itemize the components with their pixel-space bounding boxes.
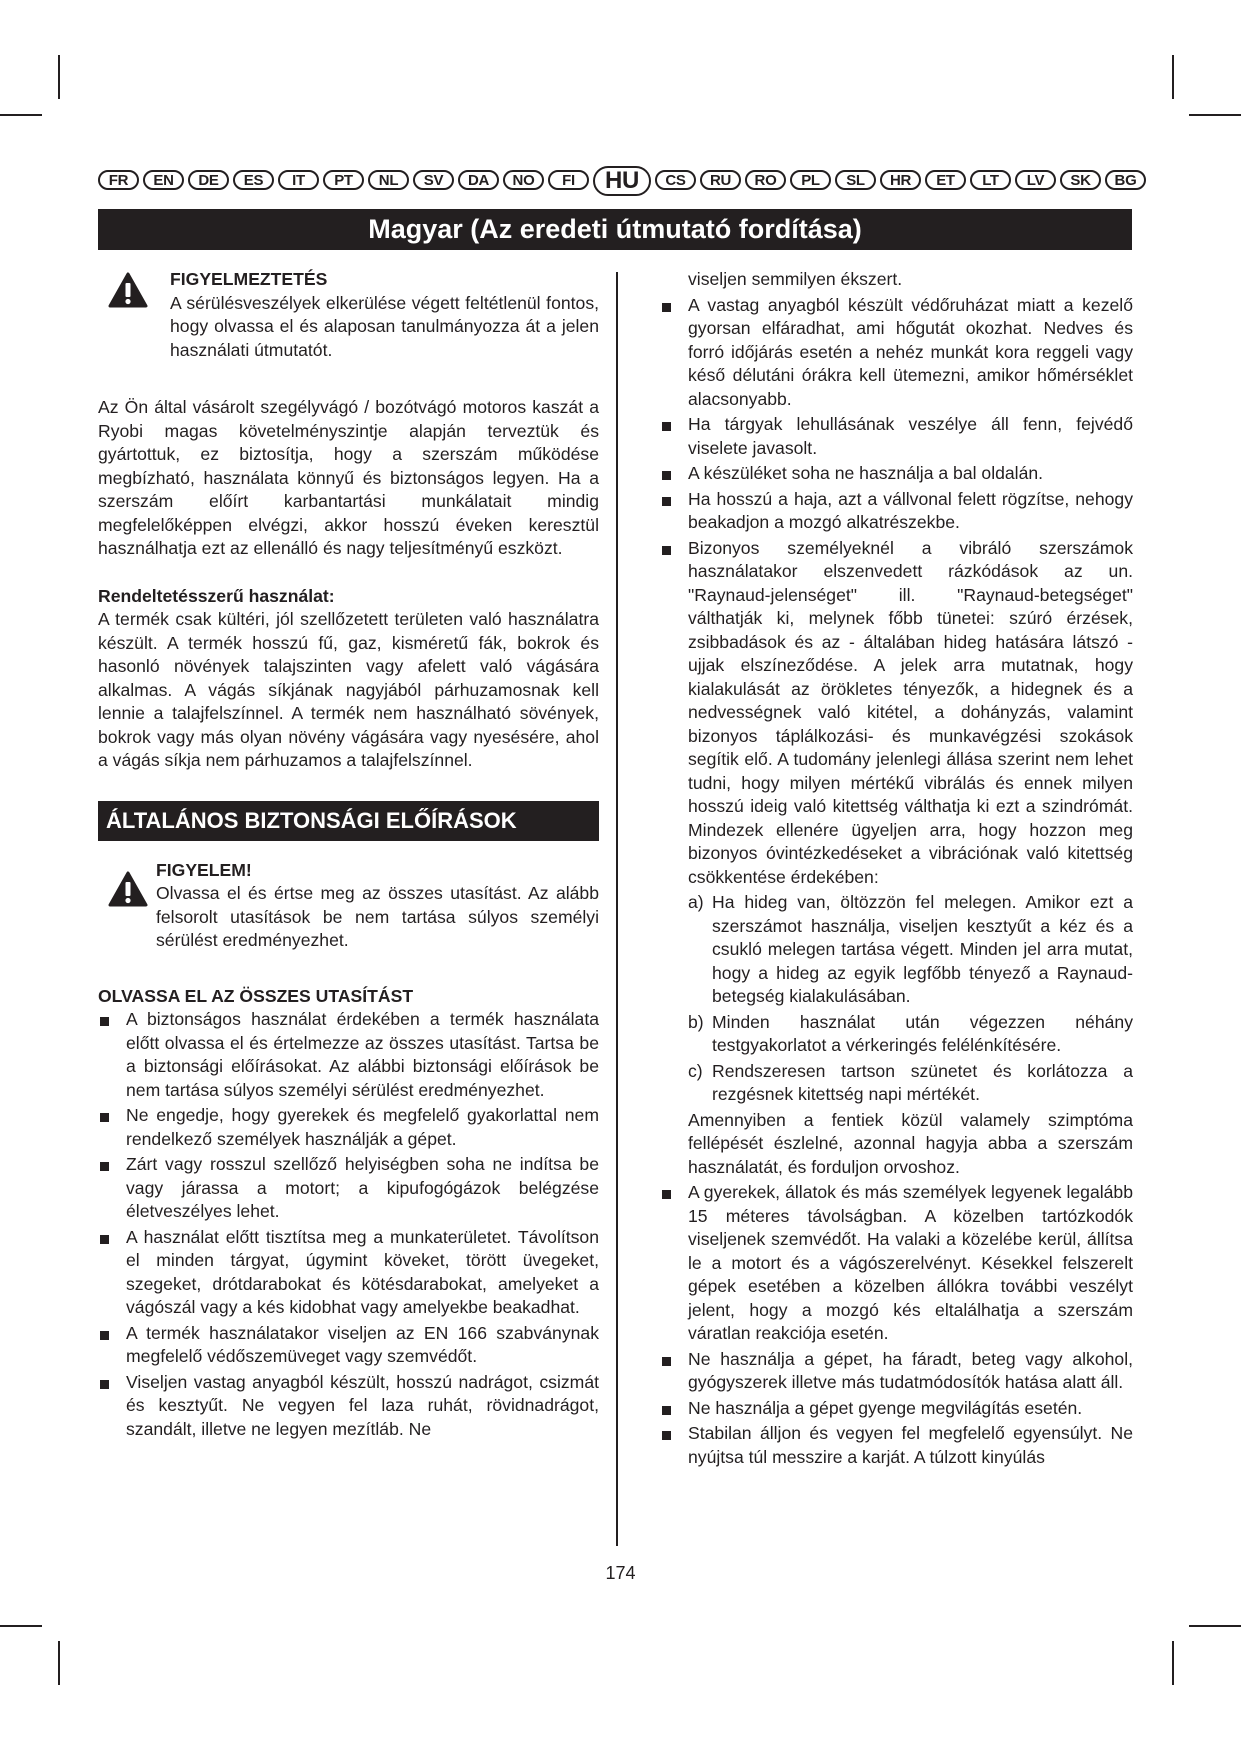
- list-item: Bizonyos személyeknél a vibráló szerszámok használatakor elszenvedett rázkódások az un. "Raynaud-jelenséget" ill. "Raynaud-betegséget" válthatják ki, melynek főbb tünetei: szúró érzések, zsibbadások és az - általában hideg hatására látszó - ujjak elszíneződése. A jelek arra mutatnak, hogy kialakulását az örökletes tényezők, a hidegnek és a nedvességnek való kitétel, a dohányzás, valamint bizonyos táplálkozási- és munkavégzési szokások segítik elő. A tudomány jelenlegi állása szerint nem lehet tudni, hogy milyen mértékű vibrálás és ennek milyen hosszú ideig való kitettség válthatja ki ezt a szindrómát. Mindezek ellenére ügyeljen arra, hogy hozzon meg bizonyos óvintézkedéseket a vibrációnak való kitettség csökkentése érdekében:: [660, 537, 1133, 890]
- warning-block-2: [98, 859, 599, 953]
- language-tab-cs: CS: [655, 170, 696, 190]
- language-tab-bg: BG: [1105, 170, 1146, 190]
- language-tab-et: ET: [925, 170, 966, 190]
- list-item: Ne használja a gépet gyenge megvilágítás esetén.: [660, 1397, 1133, 1421]
- language-tab-lt: LT: [970, 170, 1011, 190]
- read-all-list: [98, 1008, 599, 1441]
- crop-mark: [58, 55, 60, 99]
- language-tab-lv: LV: [1015, 170, 1056, 190]
- left-column: [98, 268, 599, 1443]
- crop-mark: [1189, 1625, 1241, 1627]
- right-list: [660, 294, 1133, 890]
- language-tab-de: DE: [188, 170, 229, 190]
- language-tab-it: IT: [278, 170, 319, 190]
- crop-mark: [1172, 55, 1174, 99]
- list-item: A használat előtt tisztítsa meg a munkaterületet. Távolítson el minden tárgyat, úgymint köveket, törött üvegeket, szegeket, drótdarabokat és kötésdarabokat, amelyeket a vágószál vagy a kés kidobhat vagy amelyekbe beakadhat.: [98, 1226, 599, 1320]
- language-tab-es: ES: [233, 170, 274, 190]
- page-title: Magyar (Az eredeti útmutató fordítása): [98, 209, 1132, 250]
- sub-item-text: Ha hideg van, öltözzön fel melegen. Amikor ezt a szerszámot használja, viseljen kesztyűt a kéz és a csukló melegen tartása végett. Minden jel arra mutat, hogy a hideg az egyik legfőbb tényező a Raynaud-betegség kialakulásában.: [712, 892, 1133, 1006]
- language-tab-sv: SV: [413, 170, 454, 190]
- continuation-text: viseljen semmilyen ékszert.: [688, 269, 903, 289]
- language-tab-hu: HU: [593, 166, 651, 196]
- language-tab-sl: SL: [835, 170, 876, 190]
- sub-item-label: b): [688, 1011, 704, 1032]
- warning-block: [98, 268, 599, 362]
- warning-heading: FIGYELEM!: [156, 859, 252, 880]
- list-item: A vastag anyagból készült védőruházat miatt a kezelő gyorsan elfáradhat, ami hőgutát okozhat. Nedves és forró időjárás esetén a nehéz munkát kora reggeli vagy késő délutáni órákra kell ütemezni, amikor hőmérséklet alacsonyabb.: [660, 294, 1133, 412]
- sub-item-text: Rendszeresen tartson szünetet és korlátozza a rezgésnek kitettség napi mértékét.: [712, 1060, 1133, 1104]
- warning-text: Olvassa el és értse meg az összes utasítást. Az alább felsorolt utasítások be nem tartása súlyos személyi sérülést eredményezhet.: [156, 883, 599, 950]
- sub-item-text: Minden használat után végezzen néhány testgyakorlatot a vérkeringés felélénkítésére.: [712, 1011, 1133, 1055]
- language-tab-fi: FI: [548, 170, 589, 190]
- language-tab-pl: PL: [790, 170, 831, 190]
- list-item: Zárt vagy rosszul szellőző helyiségben soha ne indítsa be vagy járassa a motort; a kipufogógázok belégzése életveszélyes lehet.: [98, 1153, 599, 1224]
- sub-item-label: c): [688, 1060, 703, 1081]
- sub-list-item: [688, 891, 1133, 1009]
- intended-use-heading: Rendeltetésszerű használat:: [98, 585, 335, 606]
- intro-paragraph: Az Ön által vásárolt szegélyvágó / bozótvágó motoros kaszát a Ryobi magas követelményszintje alapján terveztük és gyártottuk, ez biztosítja, hogy a szerszám működése megbízható, használata könnyű és biztonságos legyen. Ha a szerszám előírt karbantartási munkálatait mindig megfelelőképpen elvégzi, akkor hosszú éveken keresztül használhatja ezt az ellenálló és nagy teljesítményű eszközt.: [98, 397, 599, 558]
- list-item: Ne használja a gépet, ha fáradt, beteg vagy alkohol, gyógyszerek illetve más tudatmódosítók hatása alatt áll.: [660, 1348, 1133, 1395]
- warning-triangle-icon: [108, 871, 148, 907]
- list-item: A gyerekek, állatok és más személyek legyenek legalább 15 méteres távolságban. A közelben tartózkodók viseljenek szemvédőt. Ha valaki a közelébe kerül, állítsa le a motort és a vágószerelvényt. Késekkel felszerelt gépek esetében a közelben állókra további veszélyt jelent, hogy a mozgó kés eltalálhatja a szerszám váratlan reakciója esetén.: [660, 1181, 1133, 1346]
- sub-list: [660, 891, 1133, 1179]
- sub-list-item: [688, 1011, 1133, 1058]
- crop-mark: [58, 1641, 60, 1685]
- crop-mark: [0, 1625, 42, 1627]
- list-item: A készüléket soha ne használja a bal oldalán.: [660, 462, 1133, 486]
- language-tab-ru: RU: [700, 170, 741, 190]
- right-list-2: [660, 1181, 1133, 1469]
- language-tab-da: DA: [458, 170, 499, 190]
- after-sub-text: Amennyiben a fentiek közül valamely szimptóma fellépését észlelné, azonnal hagyja abba a szerszám használatát, és forduljon orvoshoz.: [688, 1109, 1133, 1177]
- language-tab-hr: HR: [880, 170, 921, 190]
- crop-mark: [1172, 1641, 1174, 1685]
- list-item: Viseljen vastag anyagból készült, hosszú nadrágot, csizmát és kesztyűt. Ne vegyen fel laza ruhát, rövidnadrágot, szandált, illetve ne legyen mezítláb. Ne: [98, 1371, 599, 1442]
- language-tab-fr: FR: [98, 170, 139, 190]
- language-tab-pt: PT: [323, 170, 364, 190]
- language-tab-sk: SK: [1060, 170, 1101, 190]
- list-item: A biztonságos használat érdekében a termék használata előtt olvassa el és értelmezze az összes utasítást. Tartsa be a biztonsági előírásokat. Az alábbi biztonsági előírások be nem tartása súlyos személyi sérülést eredményezhet.: [98, 1008, 599, 1102]
- language-tab-no: NO: [503, 170, 544, 190]
- sub-list-item: [688, 1060, 1133, 1107]
- language-tab-ro: RO: [745, 170, 786, 190]
- language-bar: [98, 166, 1137, 196]
- list-item: Ne engedje, hogy gyerekek és megfelelő gyakorlattal nem rendelkező személyek használják a gépet.: [98, 1104, 599, 1151]
- list-item: Stabilan álljon és vegyen fel megfelelő egyensúlyt. Ne nyújtsa túl messzire a karját. A túlzott kinyúlás: [660, 1422, 1133, 1469]
- language-tab-nl: NL: [368, 170, 409, 190]
- warning-text: A sérülésveszélyek elkerülése végett feltétlenül fontos, hogy olvassa el és alaposan tanulmányozza át a jelen használati útmutatót.: [170, 292, 599, 360]
- language-tab-en: EN: [143, 170, 184, 190]
- section-title: ÁLTALÁNOS BIZTONSÁGI ELŐÍRÁSOK: [98, 801, 599, 841]
- column-divider: [616, 272, 618, 1546]
- read-all-heading: OLVASSA EL AZ ÖSSZES UTASÍTÁST: [98, 985, 414, 1006]
- sub-item-label: a): [688, 892, 704, 912]
- warning-heading: FIGYELMEZTETÉS: [170, 269, 328, 289]
- list-item: Ha tárgyak lehullásának veszélye áll fenn, fejvédő viselete javasolt.: [660, 413, 1133, 460]
- page-number: 174: [605, 1563, 636, 1583]
- list-item: A termék használatakor viseljen az EN 166 szabványnak megfelelő védőszemüveget vagy szemvédőt.: [98, 1322, 599, 1369]
- right-column: [660, 268, 1133, 1471]
- warning-triangle-icon: [108, 272, 148, 308]
- crop-mark: [0, 114, 42, 116]
- intended-use-text: A termék csak kültéri, jól szellőzetett területen való használatra készült. A termék hosszú fű, gaz, kisméretű fák, bokrok és hasonló növények talajszinten vagy afelett való vágására alkalmas. A vágás síkjának nagyjából párhuzamosnak kell lennie a talajfelszínnel. A termék nem használható sövények, bokrok vagy más olyan növény vágására vagy nyesésére, ahol a vágás síkja nem párhuzamos a talajfelszínnel.: [98, 609, 599, 770]
- list-item: Ha hosszú a haja, azt a vállvonal felett rögzítse, nehogy beakadjon a mozgó alkatrészekbe.: [660, 488, 1133, 535]
- crop-mark: [1189, 114, 1241, 116]
